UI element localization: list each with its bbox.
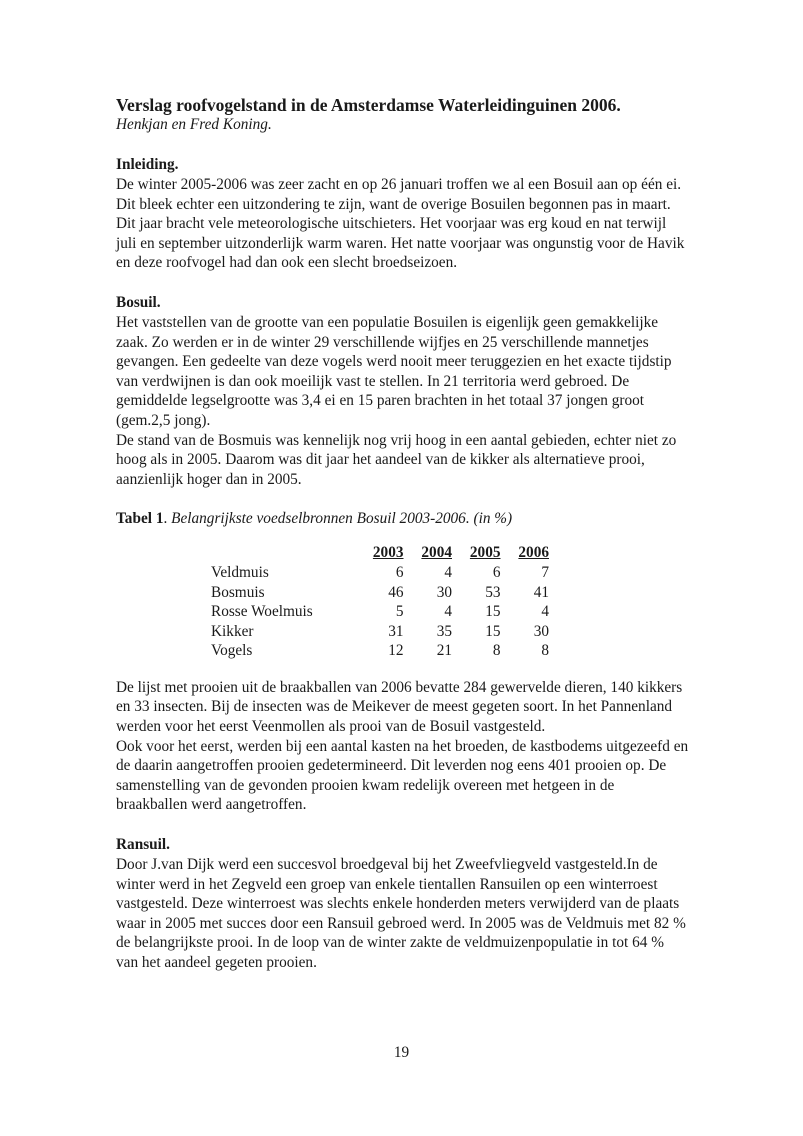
- table-cell: 12: [388, 642, 404, 660]
- table-row: [211, 641, 549, 661]
- document-authors: Henkjan en Fred Koning.: [116, 116, 272, 133]
- food-sources-table: [211, 543, 549, 661]
- text-line: Dit jaar bracht vele meteorologische uitschieters. Het voorjaar was erg koud en nat terwijl: [116, 215, 667, 233]
- table-header-row: [211, 543, 549, 563]
- table-row-label: Veldmuis: [211, 563, 269, 581]
- text-line: De lijst met prooien uit de braakballen van 2006 bevatte 284 gewervelde dieren, 140 kikkers: [116, 678, 683, 696]
- table-cell: 30: [533, 622, 549, 640]
- text-line: vastgesteld. Deze winterroest was slechts enkele honderden meters verwijderd van de plaats: [116, 895, 680, 913]
- table-cell: 7: [541, 563, 549, 581]
- text-line: braakballen werd aangetroffen.: [116, 796, 307, 814]
- table-cell: 15: [485, 603, 501, 621]
- section-heading-inleiding: Inleiding.: [116, 156, 179, 173]
- table-cell: 5: [395, 603, 404, 621]
- table-cell: 46: [388, 583, 404, 601]
- table-row: [211, 622, 549, 642]
- text-line: samenstelling van de gevonden prooien kwam redelijk overeen met hetgeen in de: [116, 776, 615, 794]
- text-line: De stand van de Bosmuis was kennelijk nog vrij hoog in een aantal gebieden, echter niet zo: [116, 431, 677, 449]
- text-line: Dit bleek echter een uitzondering te zijn, want de overige Bosuilen begonnen pas in maart.: [116, 195, 671, 213]
- table-cell: 8: [541, 642, 549, 660]
- table-caption-separator: .: [163, 510, 172, 528]
- text-line: hoog als in 2005. Daarom was dit jaar het aandeel van de kikker als alternatieve prooi,: [116, 451, 645, 469]
- text-line: de belangrijkste prooi. In de loop van de winter zakte de veldmuizenpopulatie in tot 64 %: [116, 934, 664, 952]
- table-header-year: 2004: [421, 544, 452, 562]
- table-cell: 8: [492, 642, 501, 660]
- text-line: van het aandeel gegeten prooien.: [116, 954, 317, 971]
- table-caption-text: Belangrijkste voedselbronnen Bosuil 2003-2006. (in %): [171, 510, 513, 528]
- table-cell: 4: [541, 603, 549, 621]
- table-cell: 53: [485, 583, 501, 601]
- table-label: Tabel 1: [116, 510, 164, 528]
- text-line: (gem.2,5 jong).: [116, 411, 211, 429]
- section-heading-bosuil: Bosuil.: [116, 293, 161, 311]
- table-cell: 31: [388, 622, 404, 640]
- paragraph-bosuil: [116, 313, 736, 489]
- paragraph-prooien: [116, 678, 736, 815]
- table-cell: 6: [492, 563, 501, 581]
- table-row: [211, 602, 549, 622]
- text-line: de daarin aangetroffen prooien gedetermineerd. Dit leverden nog eens 401 prooien op. De: [116, 757, 667, 775]
- text-line: en deze roofvogel had dan ook een slecht broedseizoen.: [116, 254, 458, 272]
- spacer: [116, 273, 736, 293]
- table-cell: 35: [436, 622, 452, 640]
- table-cell: 30: [436, 583, 452, 601]
- table-caption: [116, 509, 736, 529]
- table-cell: 21: [436, 642, 452, 660]
- document-page: [116, 95, 736, 973]
- table-header-year: 2005: [469, 544, 501, 562]
- spacer: [116, 489, 736, 509]
- text-line: en 33 insecten. Bij de insecten was de Meikever de meest gegeten soort. In het Pannenland: [116, 698, 673, 716]
- page-number: 19: [393, 1044, 410, 1061]
- spacer: [116, 135, 736, 155]
- table-header-year: 2003: [372, 544, 404, 562]
- text-line: juli en september uitzonderlijk warm waren. Het natte voorjaar was ongunstig voor de Havik: [116, 234, 685, 252]
- document-title: Verslag roofvogelstand in de Amsterdamse Waterleidinguinen 2006.: [116, 95, 621, 115]
- table-row-label: Bosmuis: [211, 583, 265, 601]
- text-line: gemiddelde legselgrootte was 3,4 ei en 15 paren brachten in het totaal 37 jongen groot: [116, 392, 645, 410]
- table-cell: 15: [485, 622, 501, 640]
- table-cell: 4: [444, 563, 452, 581]
- table-cell: 6: [395, 563, 404, 581]
- text-line: zaak. Zo werden er in de winter 29 verschillende wijfjes en 25 verschillende mannetjes: [116, 333, 649, 351]
- table-row: [211, 583, 549, 603]
- text-line: Het vaststellen van de grootte van een populatie Bosuilen is eigenlijk geen gemakkelijke: [116, 313, 659, 331]
- text-line: De winter 2005-2006 was zeer zacht en op 26 januari troffen we al een Bosuil aan op één ei.: [116, 176, 682, 193]
- paragraph-ransuil: [116, 855, 736, 973]
- spacer: [116, 815, 736, 835]
- table-row-label: Rosse Woelmuis: [211, 603, 313, 621]
- table-header-year: 2006: [518, 544, 549, 562]
- table-row-label: Kikker: [211, 622, 254, 640]
- section-heading-ransuil: Ransuil.: [116, 836, 170, 854]
- text-line: van verdwijnen is dan ook moeilijk vast te stellen. In 21 territoria werd gebroed. De: [116, 372, 630, 390]
- text-line: gevangen. Een gedeelte van deze vogels werd nooit meer teruggezien en het exacte tijdstip: [116, 353, 672, 371]
- text-line: winter werd in het Zegveld een groep van enkele tientallen Ransuilen op een winterroest: [116, 875, 658, 893]
- paragraph-inleiding: [116, 175, 736, 273]
- table-row-label: Vogels: [211, 642, 253, 660]
- text-line: waar in 2005 met succes door een Ransuil gebroed werd. In 2005 was de Veldmuis met 82 %: [116, 914, 686, 932]
- table-row: [211, 563, 549, 583]
- table-header-empty: [211, 543, 355, 563]
- table-cell: 4: [444, 603, 452, 621]
- text-line: werden voor het eerst Veenmollen als prooi van de Bosuil vastgesteld.: [116, 718, 546, 736]
- text-line: aanzienlijk hoger dan in 2005.: [116, 470, 302, 488]
- text-line: Door J.van Dijk werd een succesvol broedgeval bij het Zweefvliegveld vastgesteld.In de: [116, 856, 658, 874]
- text-line: Ook voor het eerst, werden bij een aantal kasten na het broeden, de kastbodems uitgezeefd en: [116, 737, 689, 755]
- table-cell: 41: [533, 583, 549, 601]
